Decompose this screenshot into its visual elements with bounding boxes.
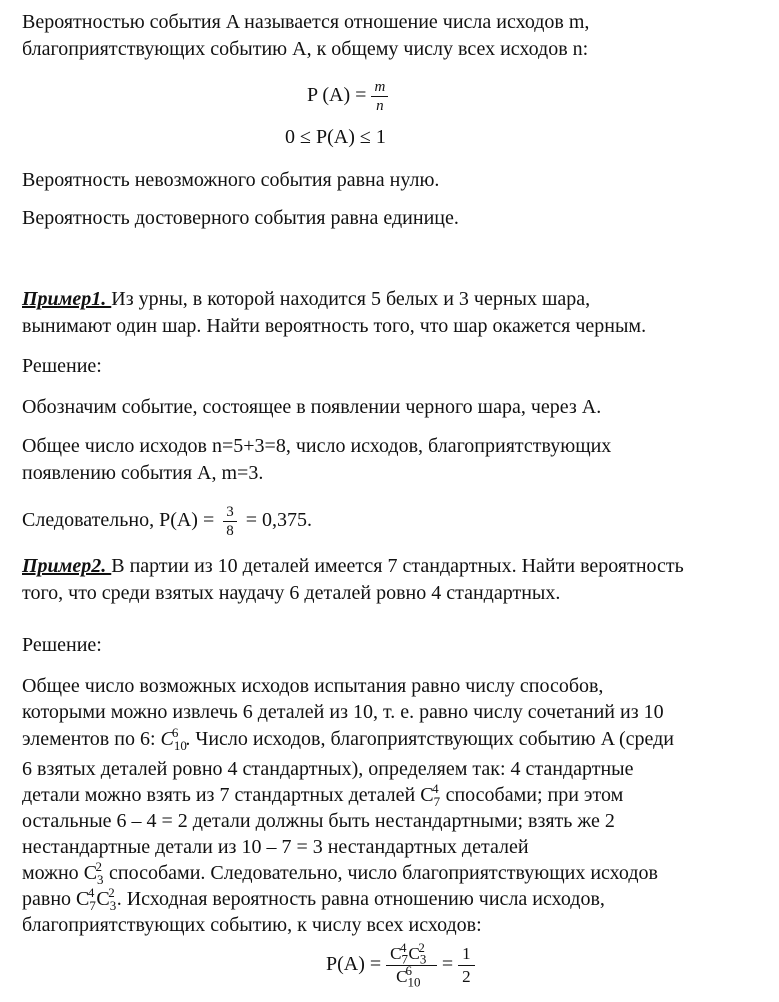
example1-line-2: вынимают один шар. Найти вероятность того, что шар окажется черным. xyxy=(22,315,647,337)
formula-probability xyxy=(307,78,388,115)
combination-c-7-4: $C_7^4$ xyxy=(420,781,441,809)
example1-step-2b: появлению события A, m=3. xyxy=(22,462,264,484)
combination-product: $C_7^4$ $C_3^2$ xyxy=(76,885,117,913)
example1-text-1: Из урны, в которой находится 5 белых и 3 черных шара, xyxy=(111,288,591,310)
example2-line-2: того, что среди взятых наудачу 6 деталей ровно 4 стандартных. xyxy=(22,582,561,604)
final-denominator: $C_{10}^6$ xyxy=(396,963,421,990)
example2-solution: Решение: xyxy=(22,634,102,656)
para9-suffix: . Исходная вероятность равна отношению числа исходов, xyxy=(116,888,605,910)
final-equals: = xyxy=(436,953,459,975)
example2-label: Пример2. xyxy=(22,555,112,577)
para8-suffix: способами. Следовательно, число благоприятствующих исходов xyxy=(104,862,658,884)
combination-c-10-6: $C_{10}^6$ xyxy=(160,725,187,753)
example2-para-2: которыми можно извлечь 6 деталей из 10, т. е. равно числу сочетаний из 10 xyxy=(22,701,664,723)
example1-result xyxy=(22,503,312,540)
combination-c-3-2: $C_3^2$ xyxy=(83,859,104,887)
final-left: P(A) = xyxy=(326,953,387,975)
formula-denominator: n xyxy=(376,98,384,114)
example2-para-5 xyxy=(22,782,623,808)
formula-numerator: m xyxy=(371,78,388,97)
result-numerator: 3 xyxy=(223,503,237,522)
intro-line-1: Вероятностью события A называется отношение числа исходов m, xyxy=(22,11,590,33)
impossible-event: Вероятность невозможного события равна нулю. xyxy=(22,169,440,191)
example1-solution: Решение: xyxy=(22,355,102,377)
example2-para-3 xyxy=(22,726,674,752)
example2-line-1 xyxy=(22,553,684,579)
para5-suffix: способами; при этом xyxy=(440,784,624,806)
para8-prefix: можно xyxy=(22,862,84,884)
result-prefix: Следовательно, P(A) = xyxy=(22,509,220,532)
example1-step-1: Обозначим событие, состоящее в появлении черного шара, через A. xyxy=(22,396,602,418)
example2-text-1: В партии из 10 деталей имеется 7 стандартных. Найти вероятность xyxy=(111,555,684,577)
example1-line-1 xyxy=(22,286,590,312)
example2-para-4: 6 взятых деталей ровно 4 стандартных), определяем так: 4 стандартные xyxy=(22,758,634,780)
para9-prefix: равно xyxy=(22,888,77,910)
final-formula xyxy=(326,938,475,990)
final-numerator: $C_7^4$ $C_3^2$ xyxy=(386,943,437,966)
final-fraction xyxy=(386,940,437,990)
example1-label: Пример1. xyxy=(22,288,112,310)
example2-para-1: Общее число возможных исходов испытания равно числу способов, xyxy=(22,675,604,697)
certain-event: Вероятность достоверного события равна единице. xyxy=(22,207,459,229)
para3-suffix: . Число исходов, благоприятствующих событию A (среди xyxy=(185,728,674,750)
para3-prefix: элементов по 6: xyxy=(22,728,161,750)
intro-line-2: благоприятствующих событию A, к общему числу всех исходов n: xyxy=(22,38,589,60)
para5-prefix: детали можно взять из 7 стандартных деталей xyxy=(22,784,421,806)
example2-para-8 xyxy=(22,860,658,886)
example2-para-10: благоприятствующих событию, к числу всех исходов: xyxy=(22,914,482,936)
result-fraction xyxy=(223,503,237,540)
example2-para-7: нестандартные детали из 10 – 7 = 3 нестандартных деталей xyxy=(22,836,529,858)
formula-range: 0 ≤ P(A) ≤ 1 xyxy=(285,126,386,148)
example1-step-2a: Общее число исходов n=5+3=8, число исходов, благоприятствующих xyxy=(22,435,612,457)
example2-para-6: остальные 6 – 4 = 2 детали должны быть нестандартными; взять же 2 xyxy=(22,810,615,832)
formula-fraction xyxy=(371,78,388,115)
example2-para-9 xyxy=(22,886,605,912)
result-suffix: = 0,375. xyxy=(240,509,313,532)
formula-left: P (A) = xyxy=(307,84,372,107)
result-denominator: 8 xyxy=(226,523,234,539)
final-half: $\frac{1}{2}$ xyxy=(458,943,475,988)
